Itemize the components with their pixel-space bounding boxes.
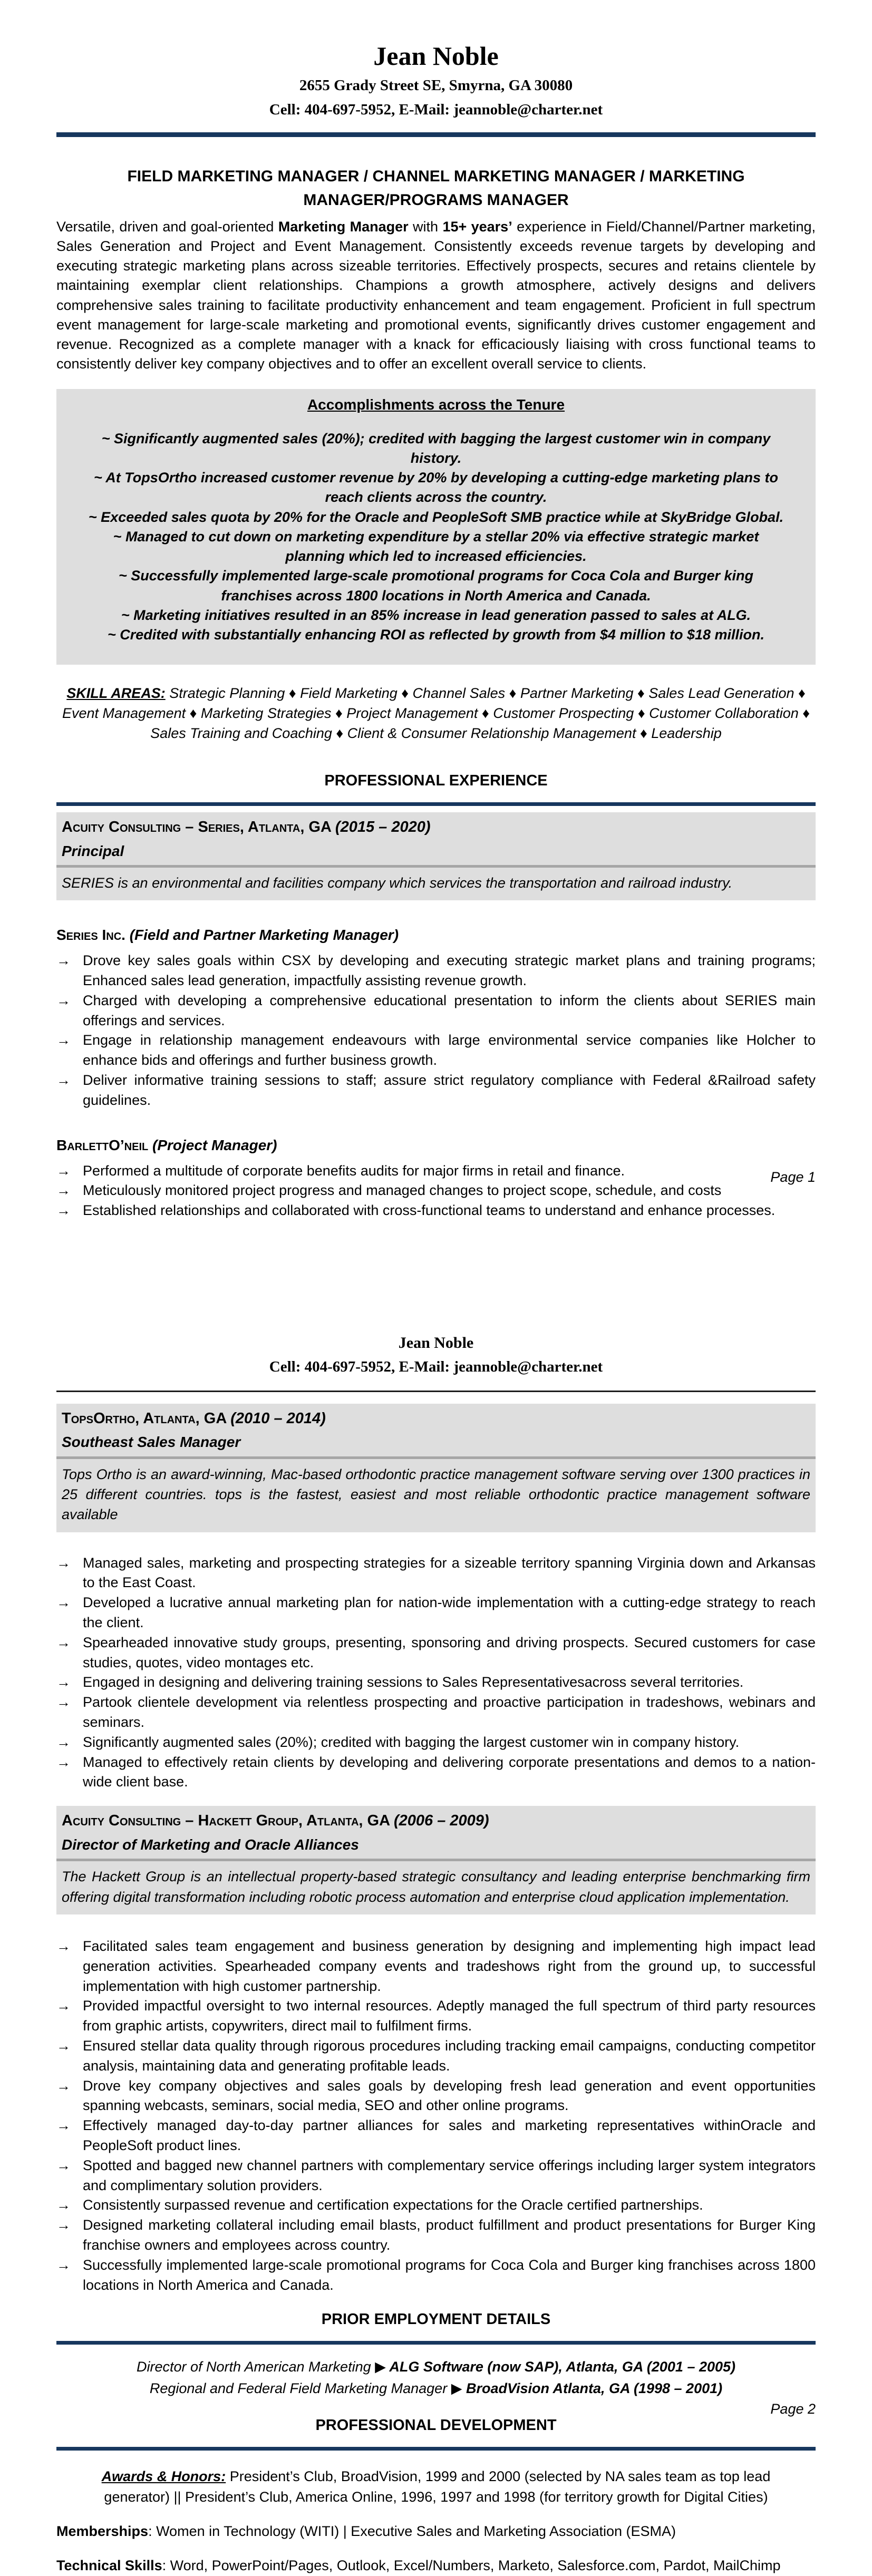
arrow-bullet-icon xyxy=(56,1733,83,1753)
prior-employment-line xyxy=(56,2356,816,2378)
accomplishment-item: ~ Exceeded sales quota by 20% for the Oracle and PeopleSoft SMB practice while at SkyBridge Global. xyxy=(88,509,784,525)
bullet-item xyxy=(56,1633,816,1673)
bullet-list-hackett xyxy=(56,1937,816,2295)
bullet-item xyxy=(56,1201,816,1221)
bullet-text: Consistently surpassed revenue and certification expectations for the Oracle certified partnerships. xyxy=(83,2197,703,2213)
bullet-text: Engage in relationship management endeavours with large environmental service companies like Holcher to enhance bids and offerings and further business growth. xyxy=(83,1032,816,1068)
awards-honors-text: President’s Club, BroadVision, 1999 and 2000 (selected by NA sales team as top lead generator) || President’s Club, America Online, 1996, 1997 and 1998 (for territory growth for Digital Cities) xyxy=(104,2468,771,2505)
company-name: TopsOrtho, Atlanta, GA xyxy=(62,1409,231,1427)
arrow-bullet-icon xyxy=(56,2215,83,2256)
arrow-bullet-icon xyxy=(56,2076,83,2116)
section-divider-rule xyxy=(56,802,816,806)
company-description: SERIES is an environmental and facilities company which services the transportation and railroad industry. xyxy=(62,874,733,891)
bullet-text: Engaged in designing and delivering training sessions to Sales Representativesacross several territories. xyxy=(83,1674,744,1690)
bullet-text: Ensured stellar data quality through rigorous procedures including tracking email campaigns, conducting competitor analysis, maintaining data and generating profitable leads. xyxy=(83,2037,816,2074)
bullet-item xyxy=(56,991,816,1031)
subjob-company: Series Inc. xyxy=(56,927,130,944)
section-heading-professional-experience: PROFESSIONAL EXPERIENCE xyxy=(324,772,548,789)
bullet-text: Developed a lucrative annual marketing plan for nation-wide implementation with a cutting-edge strategy to reach the client. xyxy=(83,1595,816,1631)
prior-employment-line xyxy=(56,2378,816,2399)
bullet-item xyxy=(56,2215,816,2256)
company-name: Acuity Consulting – Series, Atlanta, GA xyxy=(62,818,335,835)
memberships-text: : Women in Technology (WITI) | Executive Sales and Marketing Association (ESMA) xyxy=(148,2523,676,2539)
bullet-text: Partook clientele development via relentless prospecting and proactive participation in tradeshows, webinars and seminars. xyxy=(83,1694,816,1731)
summary-paragraph: Versatile, driven and goal-oriented Marketing Manager with 15+ years’ experience in Field/Channel/Partner marketing, Sales Generation and Project and Event Management. Consistently exceeds revenue targets by developing and executing strategic marketing plans across sizeable territories. Effectively prospects, secures and retains clientele by maintaining exemplar client relationships. Champions a growth atmosphere, actively designs and delivers comprehensive sales training to facilitate productivity enhancement and team engagement. Proficient in full spectrum event management for large-scale marketing and promotional events, significantly drives customer engagement and revenue. Recognized as a complete manager with a knack for efficaciously liaising with cross functional teams to consistently deliver key company objectives and to offer an excellent overall service to clients. xyxy=(56,218,816,372)
section-heading-professional-development: PROFESSIONAL DEVELOPMENT xyxy=(315,2417,557,2434)
accomplishments-list xyxy=(88,429,784,645)
arrow-bullet-icon xyxy=(56,951,83,991)
prior-company: ▶ ALG Software (now SAP), Atlanta, GA (2001 – 2005) xyxy=(375,2359,736,2375)
arrow-bullet-icon xyxy=(56,1553,83,1593)
bullet-text: Designed marketing collateral including email blasts, product fulfillment and product presentations for Burger King franchise owners and employees across country. xyxy=(83,2217,816,2253)
bullet-text: Effectively managed day-to-day partner alliances for sales and marketing representatives withinOracle and PeopleSoft product lines. xyxy=(83,2117,816,2153)
bullet-item xyxy=(56,1071,816,1111)
bullet-text: Drove key sales goals within CSX by developing and executing strategic market plans and training programs; Enhanced sales lead generation, impactfully assisting revenue growth. xyxy=(83,952,816,989)
bullet-item xyxy=(56,1693,816,1733)
skill-areas-label: SKILL AREAS: xyxy=(66,685,166,702)
bullet-text: Provided impactful oversight to two internal resources. Adeptly managed the full spectrum of third party resources from graphic artists, copywriters, direct mail to fulfilment firms. xyxy=(83,1998,816,2034)
contact-line: Cell: 404-697-5952, E-Mail: jeannoble@charter.net xyxy=(269,101,603,119)
bullet-text: Meticulously monitored project progress and managed changes to project scope, schedule, and costs xyxy=(83,1182,722,1199)
summary-text: Versatile, driven and goal-oriented xyxy=(56,218,278,235)
job-role: Principal xyxy=(62,842,124,859)
skill-areas-text: Strategic Planning ♦ Field Marketing ♦ Channel Sales ♦ Partner Marketing ♦ Sales Lead Generation ♦ Event Management ♦ Marketing Strategies ♦ Project Management ♦ Customer Prospecting ♦ Customer Collaboration ♦ Sales Training and Coaching ♦ Client & Consumer Relationship Management ♦ Leadership xyxy=(62,685,810,742)
prior-role: Regional and Federal Field Marketing Manager xyxy=(149,2380,451,2396)
accomplishment-item: ~ At TopsOrtho increased customer revenue by 20% by developing a cutting-edge marketing plans to reach clients across the country. xyxy=(93,470,779,506)
company-line xyxy=(62,818,810,838)
bullet-text: Significantly augmented sales (20%); credited with bagging the largest customer win in company history. xyxy=(83,1734,740,1750)
bullet-item xyxy=(56,1161,816,1181)
bullet-item xyxy=(56,951,816,991)
bullet-item xyxy=(56,2156,816,2196)
prior-company: ▶ BroadVision Atlanta, GA (1998 – 2001) xyxy=(451,2380,723,2396)
bullet-item xyxy=(56,1996,816,2036)
arrow-bullet-icon xyxy=(56,2036,83,2076)
company-description: The Hackett Group is an intellectual property-based strategic consultancy and leading enterprise benchmarking firm offering digital transformation including robotic process automation and enterprise cloud application implementation. xyxy=(62,1869,810,1905)
bullet-item xyxy=(56,2116,816,2156)
arrow-bullet-icon xyxy=(56,2116,83,2156)
subjob-heading-series-inc xyxy=(56,927,816,944)
accomplishment-item: ~ Credited with substantially enhancing ROI as reflected by growth from $4 million to $18 million. xyxy=(108,627,764,643)
bullet-item xyxy=(56,2076,816,2116)
arrow-bullet-icon xyxy=(56,1031,83,1071)
accomplishment-item: ~ Managed to cut down on marketing expenditure by a stellar 20% via effective strategic market planning which led to increased efficiencies. xyxy=(113,528,759,565)
summary-bold-years: 15+ years’ xyxy=(442,218,512,235)
section-divider-rule xyxy=(56,2447,816,2451)
bullet-item xyxy=(56,2195,816,2215)
subjob-role: (Field and Partner Marketing Manager) xyxy=(129,927,399,944)
bullet-text: Deliver informative training sessions to staff; assure strict regulatory compliance with Federal &Railroad safety guidelines. xyxy=(83,1072,816,1108)
accomplishments-title: Accomplishments across the Tenure xyxy=(307,396,565,413)
accomplishment-item: ~ Significantly augmented sales (20%); credited with bagging the largest customer win in company history. xyxy=(101,430,771,466)
prior-role: Director of North American Marketing xyxy=(136,2359,375,2375)
awards-honors-label: Awards & Honors: xyxy=(101,2468,226,2485)
bullet-text: Spotted and bagged new channel partners with complementary service offerings including larger system integrators and complimentary solution providers. xyxy=(83,2157,816,2193)
arrow-bullet-icon xyxy=(56,1181,83,1201)
address-line: 2655 Grady Street SE, Smyrna, GA 30080 xyxy=(299,76,573,94)
memberships-line xyxy=(56,2521,816,2541)
job-card-hackett xyxy=(56,1806,816,1914)
arrow-bullet-icon xyxy=(56,1753,83,1793)
bullet-item xyxy=(56,1753,816,1793)
arrow-bullet-icon xyxy=(56,1693,83,1733)
bullet-text: Spearheaded innovative study groups, presenting, sponsoring and driving prospects. Secured customers for case studies, quotes, video montages etc. xyxy=(83,1634,816,1670)
bullet-text: Drove key company objectives and sales goals by developing fresh lead generation and event opportunities spanning webcasts, seminars, social media, SEO and other online programs. xyxy=(83,2077,816,2114)
arrow-bullet-icon xyxy=(56,2195,83,2215)
page-1-footer: Page 1 xyxy=(770,1169,816,1185)
document-title: FIELD MARKETING MANAGER / CHANNEL MARKETING MANAGER / MARKETING MANAGER/PROGRAMS MANAGER xyxy=(127,167,745,209)
arrow-bullet-icon xyxy=(56,1161,83,1181)
company-line xyxy=(62,1409,810,1429)
summary-bold-marketing-manager: Marketing Manager xyxy=(278,218,409,235)
arrow-bullet-icon xyxy=(56,1593,83,1633)
bullet-list-topsortho xyxy=(56,1553,816,1793)
candidate-name: Jean Noble xyxy=(373,41,499,71)
company-name: Acuity Consulting – Hackett Group, Atlanta, GA xyxy=(62,1812,394,1830)
prior-employment-lines xyxy=(56,2356,816,2399)
subjob-role: (Project Manager) xyxy=(152,1136,277,1153)
company-description: Tops Ortho is an award-winning, Mac-based orthodontic practice management software serving over 1300 practices in 25 different countries. tops is the fastest, easiest and most reliable orthodontic practice management software available xyxy=(62,1466,810,1523)
bullet-item xyxy=(56,2036,816,2076)
job-card-acuity-series xyxy=(56,812,816,900)
job-role: Southeast Sales Manager xyxy=(62,1434,241,1451)
accomplishment-item: ~ Marketing initiatives resulted in an 85% increase in lead generation passed to sales at ALG. xyxy=(121,607,751,623)
awards-honors-paragraph xyxy=(56,2466,816,2507)
bullet-text: Charged with developing a comprehensive educational presentation to inform the clients about SERIES main offerings and services. xyxy=(83,992,816,1028)
subjob-heading-barletto xyxy=(56,1137,816,1154)
header-divider-rule xyxy=(56,132,816,137)
arrow-bullet-icon xyxy=(56,1201,83,1221)
bullet-text: Facilitated sales team engagement and business generation by designing and implementing high impact lead generation activities. Spearheaded company events and tradeshows right from the ground up, to successful implementation with high customer partnership. xyxy=(83,1938,816,1994)
bullet-text: Successfully implemented large-scale promotional programs for Coca Cola and Burger king franchises across 1800 locations in North America and Canada. xyxy=(83,2257,816,2293)
arrow-bullet-icon xyxy=(56,991,83,1031)
arrow-bullet-icon xyxy=(56,2156,83,2196)
arrow-bullet-icon xyxy=(56,1673,83,1693)
page2-contact-line: Cell: 404-697-5952, E-Mail: jeannoble@charter.net xyxy=(269,1358,603,1375)
skill-areas xyxy=(56,684,816,743)
section-divider-rule xyxy=(56,2341,816,2345)
employment-dates: (2015 – 2020) xyxy=(335,818,431,835)
bullet-text: Performed a multitude of corporate benefits audits for major firms in retail and finance. xyxy=(83,1162,625,1179)
bullet-item xyxy=(56,1937,816,1996)
bullet-item xyxy=(56,1733,816,1753)
arrow-bullet-icon xyxy=(56,1633,83,1673)
bullet-list-barletto xyxy=(56,1161,816,1221)
technical-skills-label: Technical Skills xyxy=(56,2558,162,2574)
arrow-bullet-icon xyxy=(56,1996,83,2036)
arrow-bullet-icon xyxy=(56,1071,83,1111)
technical-skills-paragraph xyxy=(56,2555,816,2575)
section-heading-prior-employment: PRIOR EMPLOYMENT DETAILS xyxy=(321,2311,551,2328)
technical-skills-text: : Word, PowerPoint/Pages, Outlook, Excel/Numbers, Marketo, Salesforce.com, Pardot, MailChimp xyxy=(162,2558,781,2574)
bullet-text: Managed to effectively retain clients by developing and delivering corporate presentations and demos to a nation-wide client base. xyxy=(83,1754,816,1790)
arrow-bullet-icon xyxy=(56,1937,83,1996)
job-card-topsortho xyxy=(56,1404,816,1532)
arrow-bullet-icon xyxy=(56,2256,83,2296)
page2-header-rule xyxy=(56,1391,816,1392)
accomplishments-box xyxy=(56,389,816,665)
bullet-text: Established relationships and collaborated with cross-functional teams to understand and enhance processes. xyxy=(83,1202,776,1219)
page2-candidate-name: Jean Noble xyxy=(398,1334,474,1352)
subjob-company: BarlettO’neil xyxy=(56,1136,152,1153)
bullet-item xyxy=(56,1593,816,1633)
memberships-label: Memberships xyxy=(56,2523,149,2539)
employment-dates: (2006 – 2009) xyxy=(394,1812,489,1830)
bullet-text: Managed sales, marketing and prospecting strategies for a sizeable territory spanning Virginia down and Arkansas to the East Coast. xyxy=(83,1554,816,1591)
bullet-item xyxy=(56,1181,816,1201)
bullet-list-series-inc xyxy=(56,951,816,1110)
bullet-item xyxy=(56,2256,816,2296)
accomplishment-item: ~ Successfully implemented large-scale promotional programs for Coca Cola and Burger king franchises across 1800 locations in North America and Canada. xyxy=(118,568,754,604)
company-line xyxy=(62,1811,810,1831)
bullet-item xyxy=(56,1031,816,1071)
job-role: Director of Marketing and Oracle Alliances xyxy=(62,1836,359,1853)
employment-dates: (2010 – 2014) xyxy=(230,1409,326,1427)
bullet-item xyxy=(56,1553,816,1593)
page-2-footer: Page 2 xyxy=(770,2401,816,2417)
bullet-item xyxy=(56,1673,816,1693)
